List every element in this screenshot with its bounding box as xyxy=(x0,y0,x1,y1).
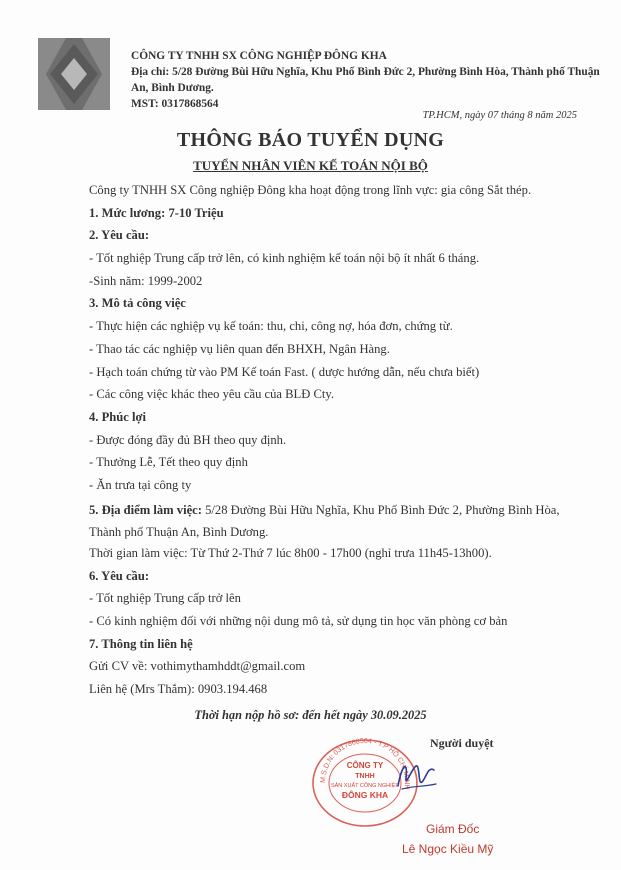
section-workplace xyxy=(89,499,589,544)
requirement2-item: - Tốt nghiệp Trung cấp trở lên xyxy=(89,591,241,606)
document-subtitle xyxy=(0,158,621,174)
company-name: CÔNG TY TNHH SX CÔNG NGHIỆP ĐÔNG KHA xyxy=(131,50,387,62)
section-workplace-heading: 5. Địa điểm làm việc: xyxy=(89,502,202,517)
section-job-description-heading: 3. Mô tả công việc xyxy=(89,296,186,311)
document-body xyxy=(89,181,589,703)
document-date: TP.HCM, ngày 07 tháng 8 năm 2025 xyxy=(422,110,577,121)
application-deadline: Thời hạn nộp hồ sơ: đến hết ngày 30.09.2025 xyxy=(194,708,427,722)
company-logo xyxy=(38,38,110,110)
stamp-line-2: TNHH xyxy=(355,773,375,780)
job-item: - Thao tác các nghiệp vụ liên quan đến BHXH, Ngân Hàng. xyxy=(89,341,390,356)
benefit-item: - Được đóng đầy đủ BH theo quy định. xyxy=(89,432,287,447)
subtitle-text: TUYỂN NHÂN VIÊN KẾ TOÁN NỘI BỘ xyxy=(193,158,428,173)
working-hours: Thời gian làm việc: Từ Thứ 2-Thứ 7 lúc 8h00 - 17h00 (nghỉ trưa 11h45-13h00). xyxy=(89,546,492,561)
approver-position: Giám Đốc xyxy=(426,822,480,836)
workplace-address: 5/28 Đường Bùi Hữu Nghĩa, Khu Phố Bình Đức 2, Phường Bình Hòa, Thành phố Thuận An, Bình Dương. xyxy=(89,502,560,540)
section-contact-heading: 7. Thông tin liên hệ xyxy=(89,636,193,651)
section-benefits-heading: 4. Phúc lợi xyxy=(89,409,147,424)
company-address: Địa chỉ: 5/28 Đường Bùi Hữu Nghĩa, Khu Phố Bình Đức 2, Phường Bình Hòa, Thành phố Thuận An, Bình Dương. xyxy=(131,66,600,94)
job-item: - Các công việc khác theo yêu cầu của BLĐ Cty. xyxy=(89,387,335,402)
handwritten-signature xyxy=(392,756,440,796)
section-requirements-heading: 2. Yêu cầu: xyxy=(89,228,150,243)
section-salary-heading: 1. Mức lương: 7-10 Triệu xyxy=(89,205,224,220)
contact-email: Gửi CV về: vothimythamhddt@gmail.com xyxy=(89,659,306,674)
document-title: THÔNG BÁO TUYỂN DỤNG xyxy=(176,129,445,151)
benefit-item: - Ăn trưa tại công ty xyxy=(89,477,192,492)
requirement-item: -Sinh năm: 1999-2002 xyxy=(89,273,203,288)
section-requirements2-heading: 6. Yêu cầu: xyxy=(89,568,150,583)
requirement2-item: - Có kinh nghiệm đối với những nội dung mô tả, sử dụng tin học văn phòng cơ bản xyxy=(89,614,508,629)
contact-phone: Liên hệ (Mrs Thắm): 0903.194.468 xyxy=(89,682,268,697)
stamp-line-1: CÔNG TY xyxy=(346,761,384,770)
stamp-line-4: ĐÔNG KHA xyxy=(341,790,389,800)
stamp-ring-text: M.S.D.N: 0317868564 - T.P HỒ CHÍ MINH xyxy=(319,738,411,790)
intro-text: Công ty TNHH SX Công nghiệp Đông kha hoạt động trong lĩnh vực: gia công Sắt thép. xyxy=(89,183,532,197)
job-item: - Thực hiện các nghiệp vụ kế toán: thu, chi, công nợ, hóa đơn, chứng từ. xyxy=(89,319,453,334)
approver-name: Lê Ngọc Kiều Mỹ xyxy=(402,842,494,856)
benefit-item: - Thưởng Lễ, Tết theo quy định xyxy=(89,455,248,470)
company-tax-code: MST: 0317868564 xyxy=(131,98,219,110)
job-item: - Hạch toán chứng từ vào PM Kế toán Fast. ( dược hướng dẫn, nếu chưa biết) xyxy=(89,364,480,379)
approver-label: Người duyệt xyxy=(430,736,494,750)
company-header xyxy=(131,48,601,112)
requirement-item: - Tốt nghiệp Trung cấp trở lên, có kinh nghiệm kế toán nội bộ ít nhất 6 tháng. xyxy=(89,251,480,266)
stamp-line-3: SẢN XUẤT CÔNG NGHIỆP xyxy=(330,783,400,789)
